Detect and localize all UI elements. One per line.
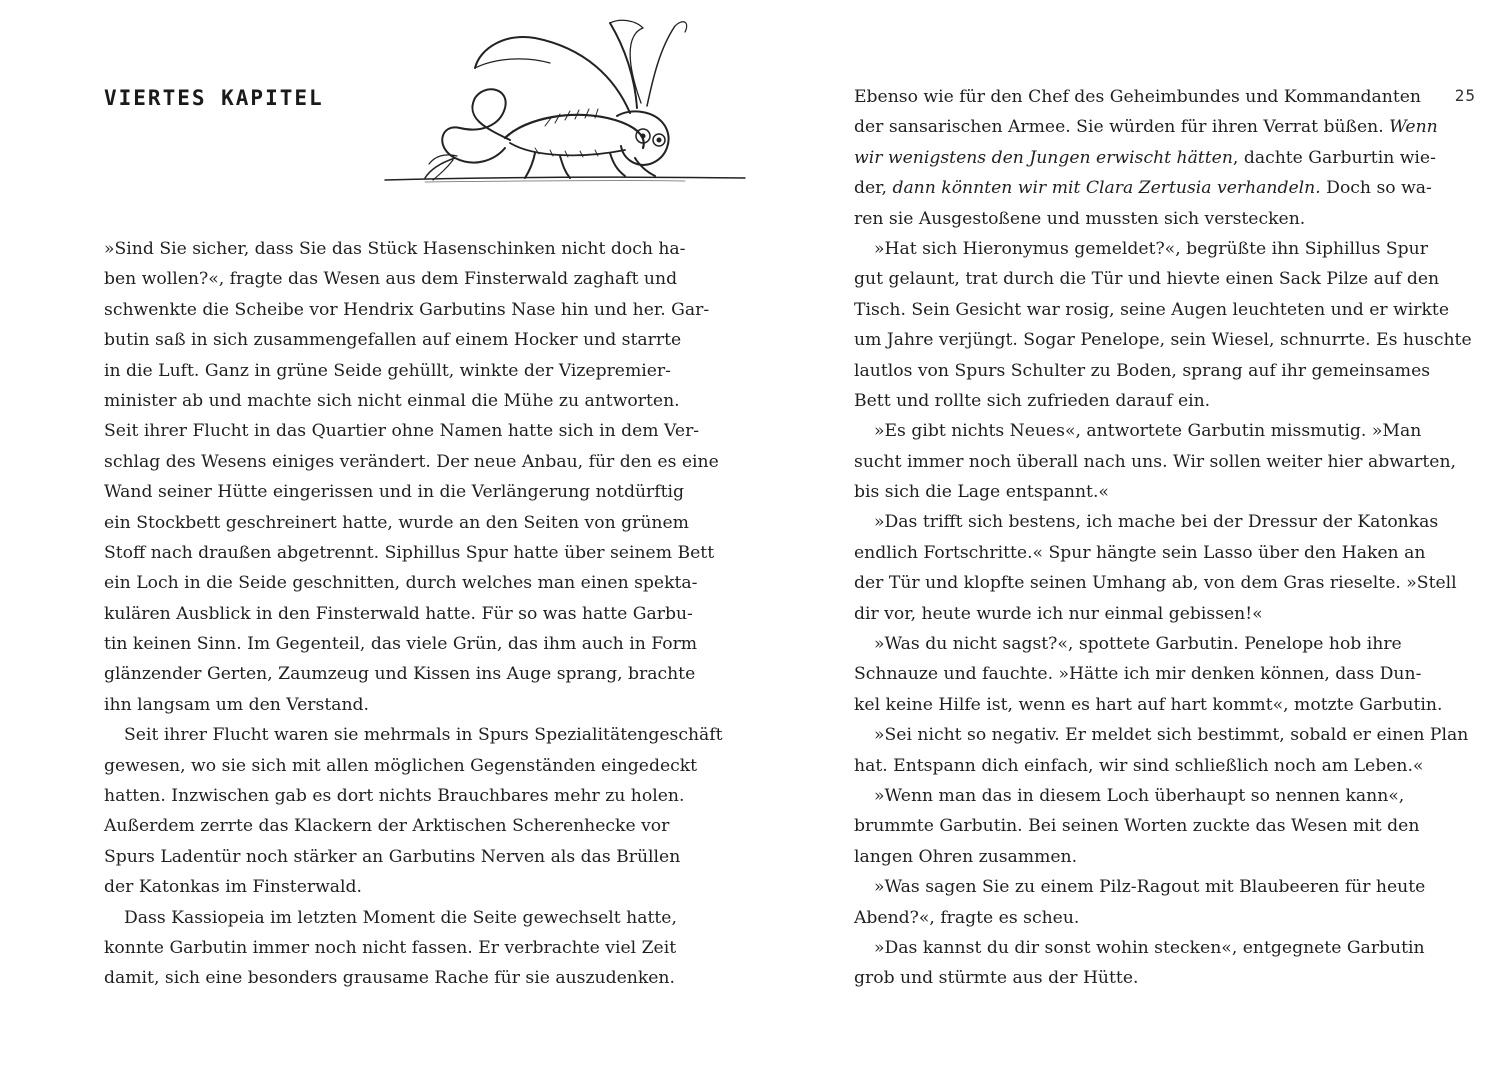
text-segment: kel keine Hilfe ist, wenn es hart auf hart kommt«, motzte Garbutin. xyxy=(854,694,1443,715)
text-segment: »Hat sich Hieronymus gemeldet?«, begrüßte ihn Siphillus Spur xyxy=(874,238,1428,259)
text-segment: der Tür und klopfte seinen Umhang ab, von dem Gras rieselte. »Stell xyxy=(854,573,1457,594)
text-line: »Sind Sie sicher, dass Sie das Stück Hasenschinken nicht doch ha- xyxy=(104,239,686,259)
text-line xyxy=(854,234,1428,264)
text-line: ein Loch in die Seide geschnitten, durch welches man einen spekta- xyxy=(104,573,698,594)
text-line: Stoff nach draußen abgetrennt. Siphillus Spur hatte über seinem Bett xyxy=(104,542,715,563)
text-line xyxy=(854,811,1420,841)
text-line xyxy=(854,264,1440,294)
text-line: damit, sich eine besonders grausame Rache für sie auszudenken. xyxy=(104,968,675,989)
text-line xyxy=(854,143,1436,173)
text-line xyxy=(854,599,1399,629)
text-segment: »Was du nicht sagst?«, spottete Garbutin. Penelope hob ihre xyxy=(874,634,1402,655)
text-line xyxy=(854,751,1424,781)
creature-illustration xyxy=(385,8,750,188)
right-page xyxy=(750,0,1500,1086)
text-line: kulären Ausblick in den Finsterwald hatte. Für so was hatte Garbu- xyxy=(104,603,693,624)
text-line xyxy=(854,568,1457,598)
text-line xyxy=(854,842,1399,872)
text-line xyxy=(854,538,1426,568)
text-segment: ren sie Ausgestoßene und mussten sich verstecken. xyxy=(854,208,1306,229)
text-line xyxy=(854,781,1405,811)
text-line xyxy=(854,933,1425,963)
text-line: Wand seiner Hütte eingerissen und in die Verlängerung notdürftig xyxy=(104,482,685,503)
italic-segment: wir wenigstens den Jungen erwischt hätten xyxy=(854,147,1233,168)
text-segment: hat. Entspann dich einfach, wir sind schließlich noch am Leben.« xyxy=(854,755,1424,776)
text-line: ihn langsam um den Verstand. xyxy=(104,694,370,715)
italic-segment: dann könnten wir mit Clara Zertusia verhandeln. xyxy=(892,178,1321,199)
text-line xyxy=(854,447,1456,477)
text-line: Seit ihrer Flucht waren sie mehrmals in Spurs Spezialitätengeschäft xyxy=(124,725,723,746)
text-segment: »Wenn man das in diesem Loch überhaupt so nennen kann«, xyxy=(874,785,1405,806)
text-segment: der sansarischen Armee. Sie würden für ihren Verrat büßen. xyxy=(854,117,1390,138)
text-line xyxy=(854,82,1422,112)
text-segment: Doch so wa- xyxy=(1320,178,1432,199)
text-segment: um Jahre verjüngt. Sogar Penelope, sein Wiesel, schnurrte. Es huschte xyxy=(854,330,1472,351)
text-line: Seit ihrer Flucht in das Quartier ohne Namen hatte sich in dem Ver- xyxy=(104,421,700,442)
text-segment: Tisch. Sein Gesicht war rosig, seine Augen leuchteten und er wirkte xyxy=(854,299,1449,320)
text-segment: »Das trifft sich bestens, ich mache bei der Dressur der Katonkas xyxy=(874,512,1439,533)
text-line: schwenkte die Scheibe vor Hendrix Garbutins Nase hin und her. Gar- xyxy=(104,299,710,320)
text-line: ein Stockbett geschreinert hatte, wurde an den Seiten von grünem xyxy=(104,512,689,533)
page-number: 25 xyxy=(1454,86,1476,105)
text-segment: »Was sagen Sie zu einem Pilz-Ragout mit Blaubeeren für heute xyxy=(874,877,1426,898)
text-line: Dass Kassiopeia im letzten Moment die Seite gewechselt hatte, xyxy=(124,907,677,928)
text-segment: Bett und rollte sich zufrieden darauf ein. xyxy=(854,390,1211,411)
text-line: konnte Garbutin immer noch nicht fassen. Er verbrachte viel Zeit xyxy=(104,937,677,958)
text-line: tin keinen Sinn. Im Gegenteil, das viele Grün, das ihm auch in Form xyxy=(104,634,698,655)
text-line xyxy=(854,690,1443,720)
text-segment: grob und stürmte aus der Hütte. xyxy=(854,968,1139,989)
text-segment: langen Ohren zusammen. xyxy=(854,846,1078,867)
text-segment: »Das kannst du dir sonst wohin stecken«, entgegnete Garbutin xyxy=(874,937,1425,958)
text-line: minister ab und machte sich nicht einmal die Mühe zu antworten. xyxy=(104,390,680,411)
text-segment: sucht immer noch überall nach uns. Wir sollen weiter hier abwarten, xyxy=(854,451,1456,472)
text-segment: brummte Garbutin. Bei seinen Worten zuckte das Wesen mit den xyxy=(854,816,1420,837)
text-line xyxy=(854,659,1422,689)
text-line: glänzender Gerten, Zaumzeug und Kissen ins Auge sprang, brachte xyxy=(104,664,696,685)
text-line: ben wollen?«, fragte das Wesen aus dem Finsterwald zaghaft und xyxy=(104,269,678,290)
text-segment: der, xyxy=(854,178,893,199)
text-line xyxy=(854,204,1399,234)
text-segment: Abend?«, fragte es scheu. xyxy=(854,907,1080,928)
text-segment: »Sei nicht so negativ. Er meldet sich bestimmt, sobald er einen Plan xyxy=(874,725,1469,746)
text-line: in die Luft. Ganz in grüne Seide gehüllt, winkte der Vizepremier- xyxy=(104,360,671,381)
italic-segment: Wenn xyxy=(1389,117,1438,138)
text-line xyxy=(854,112,1438,142)
text-segment: dir vor, heute wurde ich nur einmal gebissen!« xyxy=(854,603,1263,624)
text-line xyxy=(854,295,1449,325)
text-line xyxy=(854,903,1399,933)
text-segment: bis sich die Lage entspannt.« xyxy=(854,482,1109,503)
text-line xyxy=(854,963,1399,993)
text-line: schlag des Wesens einiges verändert. Der neue Anbau, für den es eine xyxy=(104,451,719,472)
chapter-title: VIERTES KAPITEL xyxy=(104,86,324,110)
text-segment: lautlos von Spurs Schulter zu Boden, sprang auf ihr gemeinsames xyxy=(854,360,1431,381)
text-line: Außerdem zerrte das Klackern der Arktischen Scherenhecke vor xyxy=(104,816,670,837)
text-line xyxy=(854,386,1399,416)
text-line xyxy=(854,356,1431,386)
text-line: Spurs Ladentür noch stärker an Garbutins Nerven als das Brüllen xyxy=(104,846,681,867)
text-line xyxy=(854,477,1399,507)
text-line: der Katonkas im Finsterwald. xyxy=(104,877,362,898)
text-segment: , dachte Garburtin wie- xyxy=(1232,147,1436,168)
text-line: gewesen, wo sie sich mit allen möglichen Gegenständen eingedeckt xyxy=(104,755,698,776)
text-line xyxy=(854,720,1469,750)
text-segment: Schnauze und fauchte. »Hätte ich mir denken können, dass Dun- xyxy=(854,664,1422,685)
left-body-text xyxy=(104,234,723,994)
text-segment: endlich Fortschritte.« Spur hängte sein Lasso über den Haken an xyxy=(854,542,1426,563)
text-line: butin saß in sich zusammengefallen auf einem Hocker und starrte xyxy=(104,330,682,351)
text-line xyxy=(854,173,1432,203)
text-segment: Ebenso wie für den Chef des Geheimbundes und Kommandanten xyxy=(854,87,1422,107)
text-line xyxy=(854,416,1422,446)
text-segment: »Es gibt nichts Neues«, antwortete Garbutin missmutig. »Man xyxy=(874,421,1422,442)
text-line: hatten. Inzwischen gab es dort nichts Brauchbares mehr zu holen. xyxy=(104,786,685,807)
text-line xyxy=(854,325,1472,355)
text-segment: gut gelaunt, trat durch die Tür und hievte einen Sack Pilze auf den xyxy=(854,269,1440,290)
text-line xyxy=(854,507,1439,537)
text-line xyxy=(854,629,1402,659)
text-line xyxy=(854,872,1426,902)
